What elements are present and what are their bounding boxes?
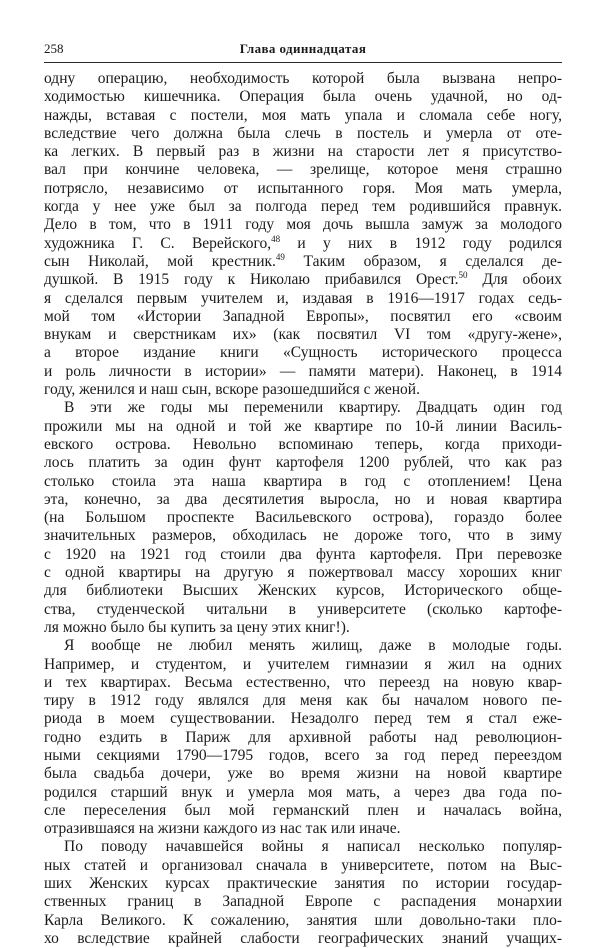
- text-line: потрясло, независимо от испытанного горя. Моя мать умерла,: [44, 179, 562, 197]
- body-text: [44, 70, 562, 948]
- footnote-ref: 48: [271, 233, 281, 244]
- text-line: [44, 253, 562, 271]
- text-line: была свадьба дочери, уже во время жизни на новой квартире: [44, 765, 562, 783]
- footnote-ref: 49: [275, 251, 285, 262]
- text-line: ходимостью кишечника. Операция была очень удачной, но од-: [44, 88, 562, 106]
- text-line: значительных размеров, обходилась не дороже того, что в зиму: [44, 527, 562, 545]
- page-number: 258: [44, 41, 64, 56]
- text-line: лось платить за один фунт картофеля 1200 рублей, что как раз: [44, 454, 562, 472]
- text-line: По поводу начавшейся войны я написал несколько популяр-: [64, 838, 562, 856]
- text-line: тиру в 1912 году являлся для меня как бы началом нового пе-: [44, 692, 562, 710]
- text-line: для библиотеки Высших Женских курсов, Исторического обще-: [44, 582, 562, 600]
- text-line: нажды, вставая с постели, моя мать упала и сломала себе ногу,: [44, 106, 562, 124]
- text-line: столько стоила эта наша квартира в год с отоплением! Цена: [44, 472, 562, 490]
- header-rule: [44, 62, 562, 63]
- text-line: Дело в том, что в 1911 году моя дочь вышла замуж за молодого: [44, 216, 562, 234]
- text-line: внукам и сверстникам их» (как посвятил VI том «другу-жене»,: [44, 326, 562, 344]
- text-segment: Таким образом, я сделался де-: [284, 252, 563, 270]
- text-line: В эти же годы мы переменили квартиру. Двадцать один год: [64, 399, 562, 417]
- text-line: Я вообще не любил менять жилищ, даже в молодые годы.: [64, 637, 562, 655]
- text-segment: сын Николай, мой крестник.: [44, 252, 276, 270]
- text-line: риода в моем существовании. Незадолго перед тем я стал еже-: [44, 710, 562, 728]
- text-line: ственных границ в Западной Европе с распадения монархии: [44, 893, 562, 911]
- text-line: я сделался первым учителем и, издавая в 1916—1917 годах седь-: [44, 289, 562, 307]
- text-line: ными секциями 1790—1795 годов, всего за год перед переездом: [44, 746, 562, 764]
- text-line: мой том «Истории Западной Европы», посвятил его «своим: [44, 307, 562, 325]
- text-line: родился старший внук и умерла моя мать, а через два года по-: [44, 783, 562, 801]
- text-segment: и у них в 1912 году родился: [280, 234, 563, 252]
- page-header: [44, 40, 562, 58]
- text-line: хо вследствие крайней слабости географических знаний учащих-: [44, 929, 562, 947]
- text-line: ка легких. В первый раз в жизни на старости лет я присутство-: [44, 143, 562, 161]
- text-line: ства, студенческой читальни в университете (сколько картофе-: [44, 600, 562, 618]
- text-segment: душкой. В 1915 году к Николаю прибавился Орест.: [44, 271, 459, 289]
- text-line: с одной квартиры на другую я пожертвовал массу хороших книг: [44, 564, 562, 582]
- text-line: с 1920 на 1921 год стоили два фунта картофеля. При перевозке: [44, 545, 562, 563]
- text-line: году, женился и наш сын, вскоре разошедшийся с женой.: [44, 381, 420, 399]
- text-line: прожили мы на одной и той же квартире по 10-й линии Василь-: [44, 417, 562, 435]
- text-line: отразившаяся на жизни каждого из нас так или иначе.: [44, 820, 401, 838]
- text-line: ных статей и организовал сначала в университете, потом на Выс-: [44, 856, 562, 874]
- text-line: эта, конечно, за два десятилетия выросла, но и новая квартира: [44, 490, 562, 508]
- text-segment: Для обоих: [467, 271, 562, 289]
- running-title: Глава одиннадцатая: [239, 41, 367, 56]
- text-line: евского острова. Невольно вспоминаю теперь, когда приходи-: [44, 435, 562, 453]
- text-line: и роль личности в истории» — памяти матери). Наконец, в 1914: [44, 362, 562, 380]
- text-line: [44, 271, 562, 289]
- text-line: Карла Великого. К сожалению, занятия шли довольно-таки пло-: [44, 911, 562, 929]
- text-line: годно ездить в Париж для архивной работы над революцион-: [44, 728, 562, 746]
- text-segment: художника Г. С. Верейского,: [44, 234, 272, 252]
- text-line: ших Женских курсах практические занятия по истории государ-: [44, 875, 562, 893]
- text-line: и тех квартирах. Весьма естественно, что переезд на новую квар-: [44, 673, 562, 691]
- text-line: Например, и студентом, и учителем гимназии я жил на одних: [44, 655, 562, 673]
- text-line: вследствие чего должна была слечь в постель и умерла от оте-: [44, 124, 562, 142]
- text-line: когда у нее уже был за полгода перед тем родившийся правнук.: [44, 198, 562, 216]
- text-line: а второе издание книги «Сущность исторического процесса: [44, 344, 562, 362]
- text-line: сле переселения был мой германский плен и началась война,: [44, 801, 562, 819]
- text-line: одну операцию, необходимость которой была вызвана непро-: [44, 70, 562, 87]
- footnote-ref: 50: [458, 270, 468, 281]
- text-line: [44, 235, 562, 253]
- text-line: (на Большом проспекте Васильевского острова), гораздо более: [44, 509, 562, 527]
- text-line: ля можно было бы купить за цену этих книг!).: [44, 618, 350, 636]
- text-line: вал при кончине человека, — зрелище, которое меня страшно: [44, 161, 562, 179]
